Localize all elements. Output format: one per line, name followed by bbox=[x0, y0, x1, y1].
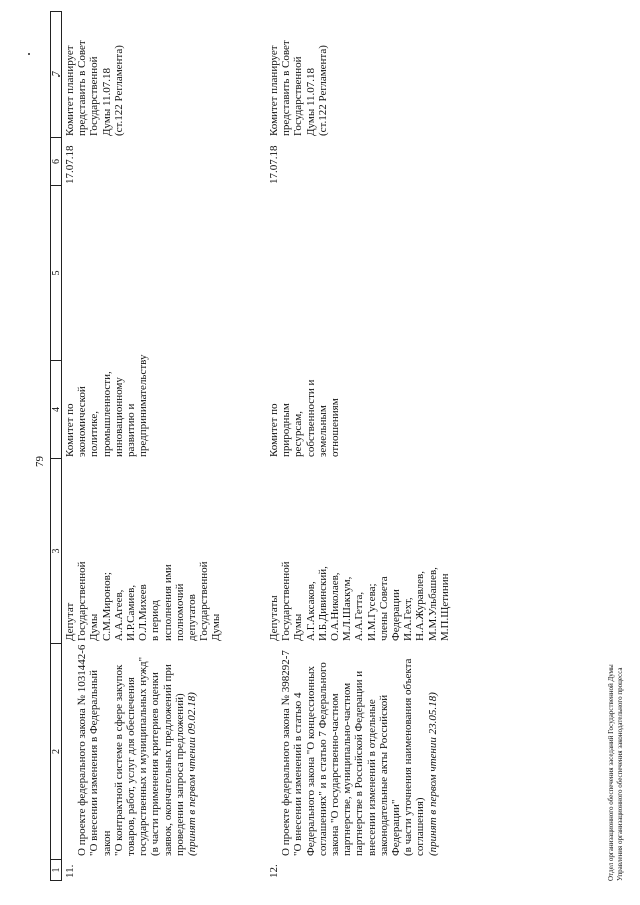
scan-dot bbox=[28, 53, 30, 55]
header-col-1: 1 bbox=[51, 859, 61, 880]
row-number: 11. bbox=[64, 864, 76, 878]
planned-date: 17.07.18 bbox=[268, 145, 280, 184]
committee-note: Комитет планирует представить в Совет Государственной Думы 11.07.18 (ст.122 Регламента) bbox=[268, 40, 329, 136]
bill-title: О проекте федерального закона № 398292-7 "О внесении изменений в статью 4 Федерального закона "О концессионных соглашениях" и в статью 7 Федерального закона "О государственно-частном партнерстве, муниципально-частном партнерстве в Российской Федерации и внесении изменений в отдельные законодательные акты Российской Федерации" (в части уточнения наименования объекта соглашения) bbox=[280, 650, 427, 856]
header-col-5: 5 bbox=[51, 185, 61, 360]
responsible-committee: Комитет по экономической политике, промышленности, инновационному развитию и предпринимательству bbox=[64, 354, 150, 457]
planned-date: 17.07.18 bbox=[64, 145, 76, 184]
bill-description bbox=[64, 644, 210, 856]
bill-title: О проекте федерального закона № 1031442-6 "О внесении изменения в Федеральный закон "О контрактной системе в сфере закупок товаров, работ, услуг для обеспечения государственных и муниципальных нужд" (в части применения критериев оценки заявок, окончательных предложений при проведении запроса предложений) bbox=[76, 644, 186, 856]
header-col-3: 3 bbox=[51, 458, 61, 643]
bill-status: (принят в первом чтении 23.05.18) bbox=[426, 692, 439, 856]
row-number: 12. bbox=[268, 864, 280, 878]
bill-status: (принят в первом чтении 09.02.18) bbox=[186, 692, 199, 856]
header-col-2: 2 bbox=[51, 643, 61, 859]
column-number-header bbox=[50, 11, 62, 881]
bill-description bbox=[268, 644, 451, 856]
responsible-committee: Комитет по природным ресурсам, собственности и земельным отношениям bbox=[268, 379, 342, 457]
header-col-6: 6 bbox=[51, 137, 61, 185]
committee-note: Комитет планирует представить в Совет Государственной Думы 11.07.18 (ст.122 Регламента) bbox=[64, 40, 125, 136]
bill-authors: Депутаты Государственной Думы А.Г.Аксаков, И.Б.Дивинский, О.А.Николаев, М.Л.Шаккум, А.А.Гетта, И.М.Гусева; члены Совета Федерации И.А.Гехт, Н.А.Журавлев, М.М.Ульбашев, М.П.Щетинин bbox=[268, 561, 451, 641]
header-col-4: 4 bbox=[51, 360, 61, 458]
page-number: 79 bbox=[34, 456, 46, 467]
header-col-7: 7 bbox=[51, 71, 62, 76]
bill-authors: Депутат Государственной Думы С.М.Миронов; А.А.Агеев, И.Р.Самиев, О.Л.Михеев в период исполнения ими полномочий депутатов Государственной Думы bbox=[64, 561, 223, 641]
footer-line: Управления организационного обеспечения законодательного процесса bbox=[616, 667, 624, 881]
footer bbox=[607, 664, 625, 881]
footer-line: Отдел организационного обеспечения заседаний Государственной Думы bbox=[607, 664, 615, 881]
